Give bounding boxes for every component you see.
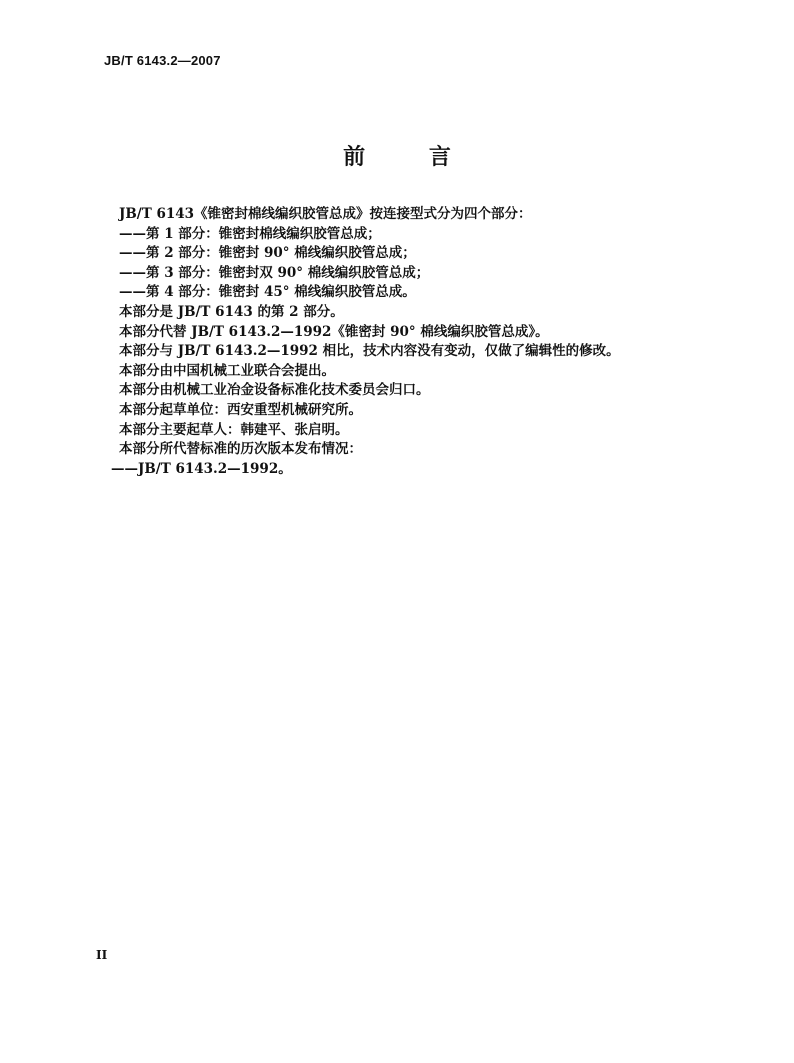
list-item-part-4: ——第 4 部分：锥密封 45° 棉线编织胶管总成。: [119, 284, 416, 301]
list-item-part-3: ——第 3 部分：锥密封双 90° 棉线编织胶管总成；: [119, 264, 430, 281]
paragraph-intro: JB/T 6143《锥密封棉线编织胶管总成》按连接型式分为四个部分：: [119, 206, 532, 222]
list-item-part-2: ——第 2 部分：锥密封 90° 棉线编织胶管总成；: [119, 245, 416, 262]
paragraph-part-statement: 本部分是 JB/T 6143 的第 2 部分。: [119, 303, 344, 320]
paragraph-drafters: 本部分主要起草人：韩建平、张启明。: [119, 421, 349, 438]
page-title: 前 言: [343, 145, 479, 170]
list-item-part-1: ——第 1 部分：锥密封棉线编织胶管总成；: [119, 225, 381, 242]
paragraph-proposed-by: 本部分由中国机械工业联合会提出。: [119, 362, 335, 379]
standard-code: JB/T 6143.2—2007: [104, 53, 221, 68]
foreword-body: [111, 205, 719, 479]
paragraph-history-heading: 本部分所代替标准的历次版本发布情况：: [119, 441, 362, 458]
paragraph-drafting-unit: 本部分起草单位：西安重型机械研究所。: [119, 401, 362, 418]
list-item-history: ——JB/T 6143.2—1992。: [111, 460, 292, 477]
paragraph-centralized-by: 本部分由机械工业冶金设备标准化技术委员会归口。: [119, 382, 430, 399]
page-number: II: [96, 948, 108, 962]
paragraph-replaces: 本部分代替 JB/T 6143.2—1992《锥密封 90° 棉线编织胶管总成》。: [119, 323, 549, 340]
paragraph-changes: 本部分与 JB/T 6143.2—1992 相比，技术内容没有变动，仅做了编辑性的修改。: [119, 343, 620, 360]
